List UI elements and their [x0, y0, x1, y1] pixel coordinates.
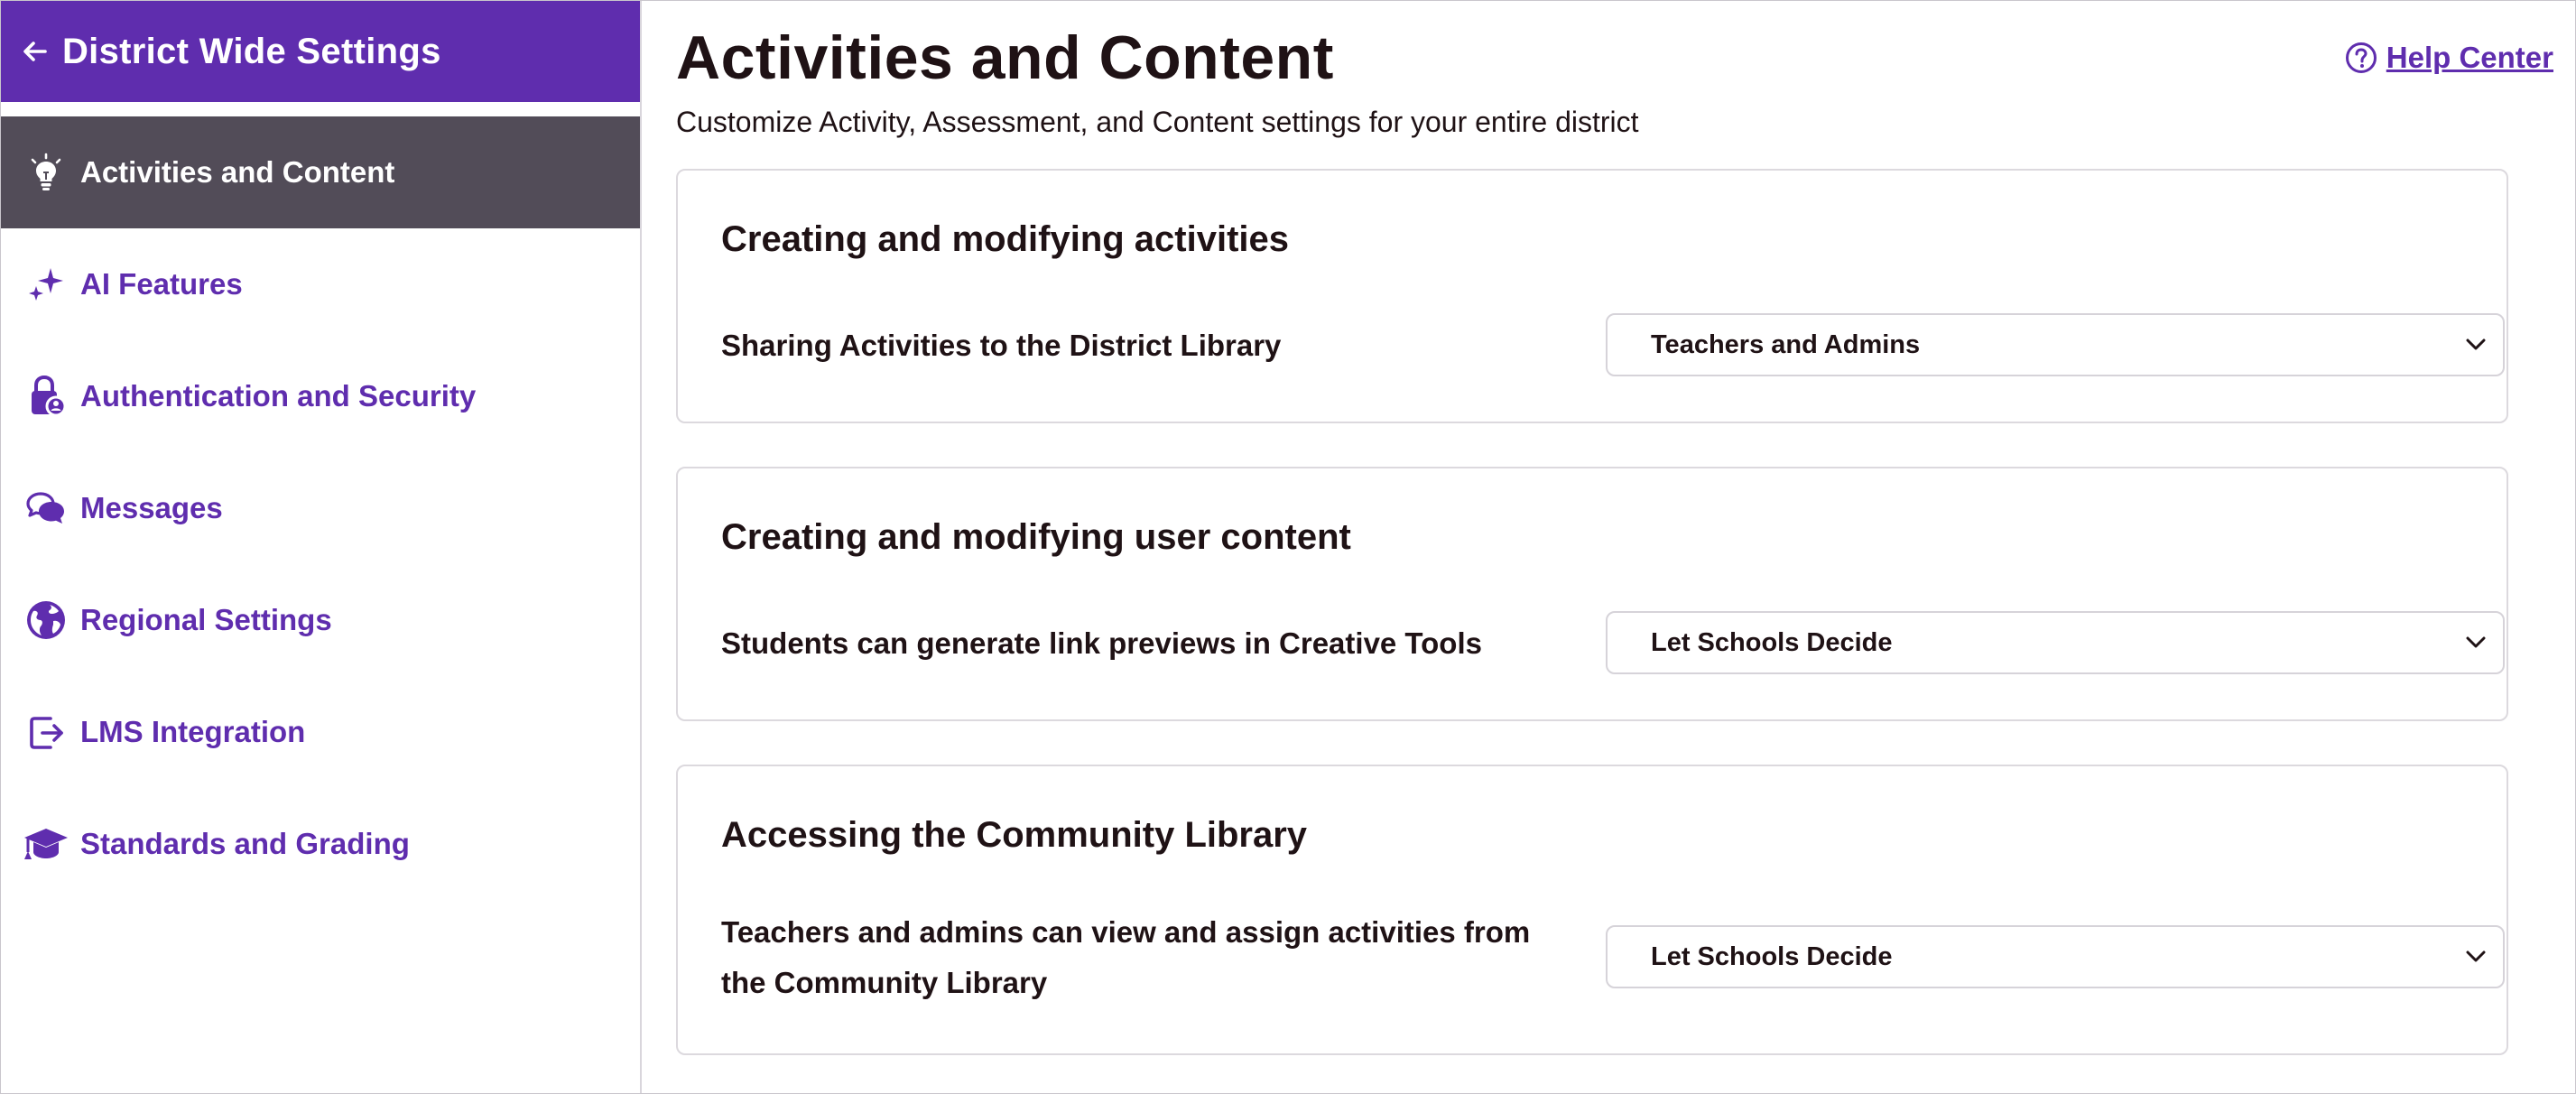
help-circle-icon	[2345, 42, 2377, 74]
sidebar-nav	[1, 116, 640, 900]
sidebar-item-label: Regional Settings	[80, 603, 332, 636]
settings-card-user-content	[676, 467, 2508, 721]
card-title: Accessing the Community Library	[721, 815, 1308, 855]
sidebar-item-label: Authentication and Security	[80, 379, 477, 413]
sharing-activities-select[interactable]	[1606, 313, 2505, 376]
sidebar	[1, 1, 642, 1093]
sidebar-item-activities-and-content[interactable]	[1, 116, 640, 228]
help-center-label: Help Center	[2386, 41, 2553, 74]
sidebar-item-label: Activities and Content	[80, 155, 395, 189]
setting-label: Students can generate link previews in Creative Tools	[721, 626, 1482, 660]
sidebar-item-messages[interactable]	[1, 452, 640, 564]
globe-icon	[19, 599, 73, 641]
sidebar-item-regional-settings[interactable]	[1, 564, 640, 676]
lightbulb-icon	[19, 153, 73, 192]
sidebar-header	[1, 1, 640, 102]
link-previews-select[interactable]	[1606, 611, 2505, 674]
page-subtitle: Customize Activity, Assessment, and Content settings for your entire district	[676, 106, 1639, 138]
graduation-cap-icon	[19, 825, 73, 863]
setting-label: Teachers and admins can view and assign activities from the Community Library	[721, 915, 1531, 999]
sidebar-item-label: AI Features	[80, 267, 243, 301]
sidebar-item-label: Messages	[80, 491, 223, 524]
chevron-down-icon	[2458, 636, 2494, 649]
card-title: Creating and modifying activities	[721, 219, 1290, 259]
sidebar-item-lms-integration[interactable]	[1, 676, 640, 788]
export-icon	[19, 713, 73, 751]
sidebar-item-ai-features[interactable]	[1, 228, 640, 340]
sidebar-item-label: LMS Integration	[80, 715, 306, 748]
chevron-down-icon	[2458, 338, 2494, 351]
select-value: Let Schools Decide	[1651, 941, 1893, 971]
settings-card-community-library	[676, 765, 2508, 1055]
setting-label: Sharing Activities to the District Library	[721, 329, 1282, 362]
select-value: Teachers and Admins	[1651, 329, 1921, 359]
main-content	[676, 1, 2553, 1093]
sidebar-item-standards-and-grading[interactable]	[1, 788, 640, 900]
card-title: Creating and modifying user content	[721, 517, 1351, 557]
sidebar-title: District Wide Settings	[62, 31, 441, 71]
chat-bubbles-icon	[19, 490, 73, 526]
settings-card-creating-activities	[676, 169, 2508, 423]
chevron-down-icon	[2458, 950, 2494, 963]
select-value: Let Schools Decide	[1651, 627, 1893, 657]
back-arrow-icon[interactable]	[8, 42, 62, 61]
page-title: Activities and Content	[676, 23, 1334, 92]
lock-icon	[19, 375, 73, 417]
sidebar-item-label: Standards and Grading	[80, 827, 410, 860]
help-center-link[interactable]	[2345, 41, 2553, 75]
sidebar-item-authentication-and-security[interactable]	[1, 340, 640, 452]
sparkles-icon	[19, 266, 73, 302]
community-library-select[interactable]	[1606, 925, 2505, 988]
